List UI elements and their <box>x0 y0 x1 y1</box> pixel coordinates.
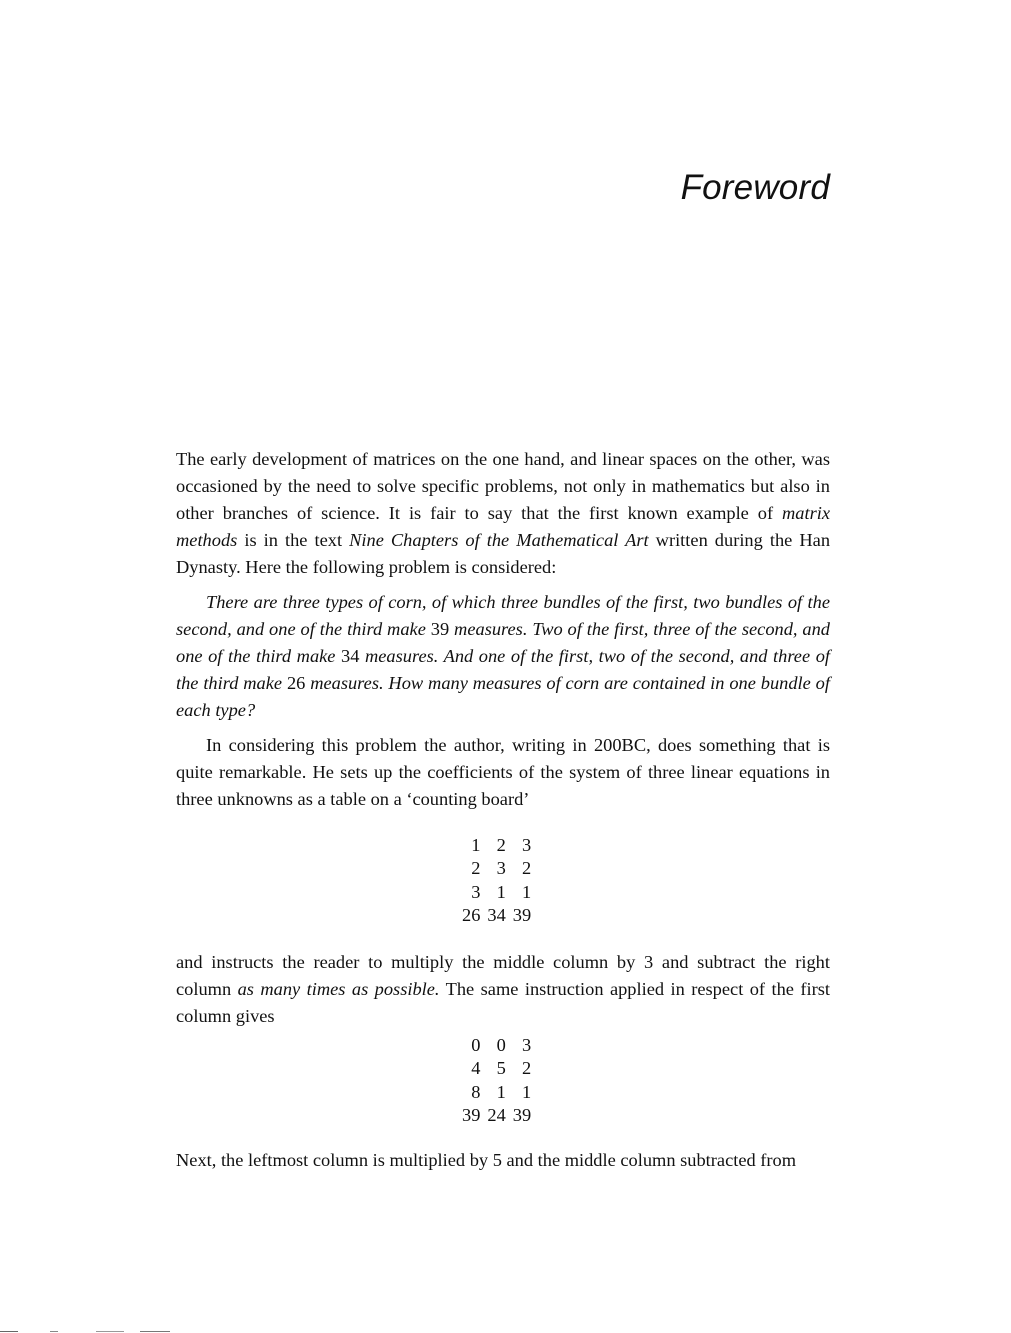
table-row <box>462 857 531 880</box>
quote-number-34: 34 <box>341 646 360 666</box>
quote-number-26: 26 <box>286 673 306 693</box>
table-cell: 5 <box>496 1058 506 1079</box>
table-row <box>462 1081 531 1104</box>
counting-board-text: In considering this problem the author, writing in 200BC, does something that is quite remarkable. He sets up the coefficients of the system of three linear equations in three unknowns as a table on a ‘counting board’ <box>176 735 830 809</box>
intro-text-1: The early development of matrices on the one hand, and linear spaces on the other, was occasioned by the need to solve specific problems, not only in mathematics but also in other branches of science. It is fair to say that the first known example of <box>176 449 830 523</box>
table-row <box>462 881 531 904</box>
quote-text-2: measures. Two of the first, three of the second, and one of the third make <box>176 619 830 666</box>
instructions-text-2: The same instruction applied in respect of the first column gives <box>176 979 830 1026</box>
table-cell: 1 <box>471 835 481 855</box>
table-cell: 2 <box>496 835 506 855</box>
table-cell: 0 <box>496 1035 506 1055</box>
instructions-emphasis: as many times as possible. <box>237 979 440 999</box>
table-cell: 24 <box>487 1104 506 1125</box>
table-cell: 3 <box>496 858 506 879</box>
quoted-problem <box>176 589 830 724</box>
table-row <box>462 1057 531 1080</box>
table-cell: 1 <box>496 1081 506 1102</box>
table-row <box>462 1034 531 1057</box>
table-cell: 39 <box>512 904 532 925</box>
page-title: Foreword <box>680 168 830 207</box>
table-cell: 1 <box>496 881 506 902</box>
paragraph-intro <box>176 446 830 581</box>
table-cell: 2 <box>521 858 532 879</box>
paragraph-counting-board <box>176 732 830 813</box>
counting-board-table-2 <box>462 1034 531 1127</box>
table-cell: 3 <box>471 881 481 902</box>
table-row <box>462 834 531 857</box>
table-cell: 8 <box>471 1081 481 1102</box>
quote-text-1: There are three types of corn, of which three bundles of the first, two bundles of the second, and one of the third make <box>176 592 830 639</box>
table-cell: 1 <box>521 881 532 902</box>
table-cell: 2 <box>521 1058 532 1079</box>
quote-text-4: measures. How many measures of corn are contained in one bundle of each type? <box>176 673 830 720</box>
counting-board-table-1 <box>462 834 531 927</box>
table-cell: 1 <box>521 1081 532 1102</box>
table-cell: 39 <box>512 1104 532 1125</box>
next-step-text: Next, the leftmost column is multiplied by 5 and the middle column subtracted from <box>176 1150 797 1170</box>
quote-number-39: 39 <box>430 619 450 639</box>
table-cell: 3 <box>521 835 532 855</box>
quote-text-3: measures. And one of the first, two of the second, and three of the third make <box>176 646 830 693</box>
instructions-text-1: and instructs the reader to multiply the middle column by 3 and subtract the right column <box>176 952 830 999</box>
table-row <box>462 904 531 927</box>
table-cell: 0 <box>471 1035 481 1055</box>
table-cell: 34 <box>487 904 506 925</box>
intro-book-title: Nine Chapters of the Mathematical Art <box>349 530 649 550</box>
table-cell: 2 <box>471 858 481 879</box>
intro-text-2: is in the text <box>237 530 350 550</box>
table-cell: 4 <box>471 1058 481 1079</box>
paragraph-next-step <box>176 1147 830 1174</box>
intro-text-3: written during the Han Dynasty. Here the following problem is considered: <box>176 530 831 577</box>
table-cell: 26 <box>462 904 481 925</box>
table-row <box>462 1104 531 1127</box>
table-cell: 3 <box>521 1035 532 1055</box>
table-cell: 39 <box>462 1104 481 1125</box>
scan-edge-marks <box>0 1329 180 1333</box>
intro-term-matrix-methods: matrix methods <box>176 503 830 550</box>
paragraph-instructions <box>176 949 830 1030</box>
